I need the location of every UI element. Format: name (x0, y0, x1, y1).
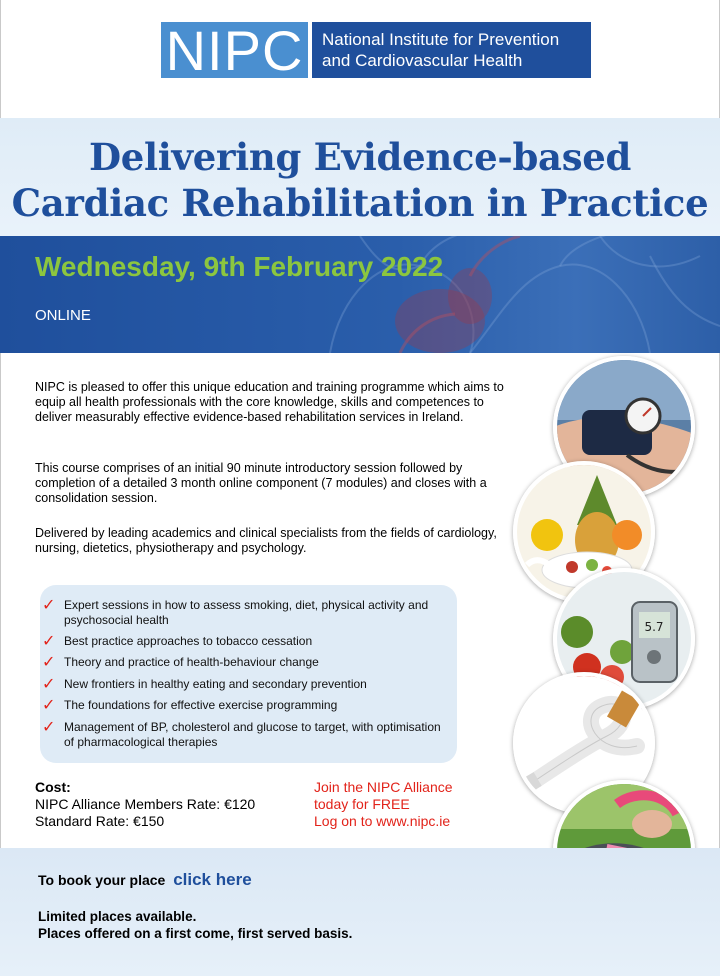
check-icon: ✓ (42, 674, 56, 693)
check-icon: ✓ (42, 717, 56, 736)
topic-text: Expert sessions in how to assess smoking, diet, physical activity and psychosocial health (64, 598, 429, 627)
title-line-1: Delivering Evidence-based (88, 135, 632, 179)
limited-places: Limited places available. (38, 909, 197, 924)
topic-text: New frontiers in healthy eating and secondary prevention (64, 677, 367, 691)
page-title (0, 134, 720, 226)
title-line-2: Cardiac Rehabilitation in Practice (11, 181, 709, 225)
topic-item (42, 631, 444, 650)
check-icon: ✓ (42, 631, 56, 650)
event-date: Wednesday, 9th February 2022 (35, 251, 444, 282)
check-icon: ✓ (42, 595, 56, 614)
alliance-line-2: today for FREE (314, 796, 410, 812)
nipc-logo (161, 19, 591, 82)
intro-paragraph-2: This course comprises of an initial 90 minute introductory session followed by completion of a detailed 3 month online component (7 modules) and closes with a consolidation session. (35, 461, 487, 505)
logo-line-2: and Cardiovascular Health (322, 51, 523, 70)
click-here-link[interactable]: click here (173, 870, 252, 889)
topic-item (42, 595, 444, 628)
logo-acronym: NIPC (161, 22, 308, 78)
event-mode: ONLINE (35, 307, 91, 324)
topic-text: Theory and practice of health-behaviour change (64, 655, 319, 669)
cost-section (35, 779, 255, 830)
topic-text: Management of BP, cholesterol and glucose to target, with optimisation of pharmacological therapies (64, 720, 441, 749)
topic-item (42, 695, 444, 714)
glucose-reading: 5.7 (644, 620, 664, 634)
topics-box (40, 585, 457, 763)
availability-note (38, 908, 352, 942)
standard-rate: Standard Rate: €150 (35, 813, 165, 829)
booking-line (38, 870, 252, 890)
alliance-promo (314, 779, 453, 830)
check-icon: ✓ (42, 652, 56, 671)
cost-label: Cost: (35, 779, 71, 795)
topic-item (42, 717, 444, 750)
alliance-line-1[interactable]: Join the NIPC Alliance (314, 779, 453, 795)
topic-item (42, 652, 444, 671)
intro-paragraph-3: Delivered by leading academics and clinical specialists from the fields of cardiology, nursing, dietetics, physiotherapy and psychology. (35, 526, 497, 555)
intro-paragraph-1: NIPC is pleased to offer this unique education and training programme which aims to equip all health professionals with the core knowledge, skills and competences to deliver measurably effective evidence-based rehabilitation services in Ireland. (35, 380, 504, 424)
first-come-note: Places offered on a first come, first served basis. (38, 926, 353, 941)
logo-line-1: National Institute for Prevention (322, 30, 560, 49)
topic-item (42, 674, 444, 693)
topic-text: The foundations for effective exercise programming (64, 698, 338, 712)
alliance-website-link[interactable]: Log on to www.nipc.ie (314, 813, 451, 829)
event-banner (0, 236, 720, 353)
booking-prefix: To book your place (38, 872, 166, 888)
logo-fullname (312, 22, 591, 78)
topic-text: Best practice approaches to tobacco cessation (64, 634, 313, 648)
members-rate: NIPC Alliance Members Rate: €120 (35, 796, 256, 812)
check-icon: ✓ (42, 695, 56, 714)
